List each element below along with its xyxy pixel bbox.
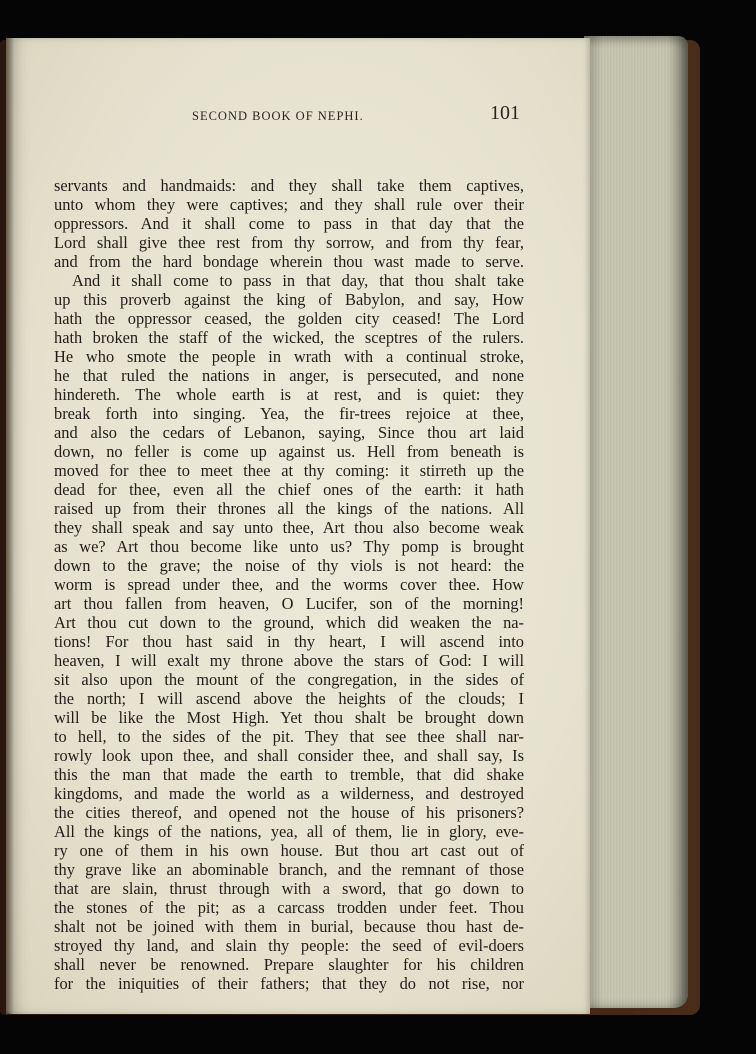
text-line: hindereth. The whole earth is at rest, and is quiet: they	[54, 385, 524, 404]
text-line: moved for thee to meet thee at thy coming: it stirreth up the	[54, 461, 524, 480]
page-gutter	[6, 38, 14, 1014]
text-line: for the iniquities of their fathers; that they do not rise, nor	[54, 974, 524, 993]
text-line: to hell, to the sides of the pit. They that see thee shall nar-	[54, 727, 524, 746]
text-line: oppressors. And it shall come to pass in that day that the	[54, 214, 524, 233]
text-line: up this proverb against the king of Babylon, and say, How	[54, 290, 524, 309]
text-line: the north; I will ascend above the heights of the clouds; I	[54, 689, 524, 708]
text-line: he that ruled the nations in anger, is persecuted, and none	[54, 366, 524, 385]
text-line: this the man that made the earth to tremble, that did shake	[54, 765, 524, 784]
text-line: will be like the Most High. Yet thou shalt be brought down	[54, 708, 524, 727]
text-line: down, no feller is come up against us. Hell from beneath is	[54, 442, 524, 461]
text-line: kingdoms, and made the world as a wilderness, and destroyed	[54, 784, 524, 803]
text-line: He who smote the people in wrath with a continual stroke,	[54, 347, 524, 366]
text-line: And it shall come to pass in that day, that thou shalt take	[72, 271, 524, 290]
text-line: break forth into singing. Yea, the fir-trees rejoice at thee,	[54, 404, 524, 423]
text-line: shalt not be joined with them in burial, because thou hast de-	[54, 917, 524, 936]
text-line: worm is spread under thee, and the worms cover thee. How	[54, 575, 524, 594]
text-line: sit also upon the mount of the congregation, in the sides of	[54, 670, 524, 689]
text-line: they shall speak and say unto thee, Art thou also become weak	[54, 518, 524, 537]
text-line: Art thou cut down to the ground, which did weaken the na-	[54, 613, 524, 632]
text-line: shall never be renowned. Prepare slaughter for his children	[54, 955, 524, 974]
body-text	[54, 176, 524, 993]
text-line: tions! For thou hast said in thy heart, I will ascend into	[54, 632, 524, 651]
page-number: 101	[490, 102, 520, 124]
text-line: Lord shall give thee rest from thy sorrow, and from thy fear,	[54, 233, 524, 252]
page-edges	[584, 36, 688, 1008]
running-head	[50, 102, 520, 130]
text-line: rowly look upon thee, and shall consider thee, and shall say, Is	[54, 746, 524, 765]
text-line: that are slain, thrust through with a sword, that go down to	[54, 879, 524, 898]
text-line: the cities thereof, and opened not the house of his prisoners?	[54, 803, 524, 822]
text-line: art thou fallen from heaven, O Lucifer, son of the morning!	[54, 594, 524, 613]
running-title: SECOND BOOK OF NEPHI.	[192, 109, 364, 123]
text-line: as we? Art thou become like unto us? Thy pomp is brought	[54, 537, 524, 556]
text-line: thy grave like an abominable branch, and the remnant of those	[54, 860, 524, 879]
text-line: hath broken the staff of the wicked, the sceptres of the rulers.	[54, 328, 524, 347]
text-line: ry one of them in his own house. But thou art cast out of	[54, 841, 524, 860]
text-line: stroyed thy land, and slain thy people: the seed of evil-doers	[54, 936, 524, 955]
text-line: the stones of the pit; as a carcass trodden under feet. Thou	[54, 898, 524, 917]
text-line: unto whom they were captives; and they shall rule over their	[54, 195, 524, 214]
text-line: heaven, I will exalt my throne above the stars of God: I will	[54, 651, 524, 670]
text-line: hath the oppressor ceased, the golden city ceased! The Lord	[54, 309, 524, 328]
text-line: All the kings of the nations, yea, all of them, lie in glory, eve-	[54, 822, 524, 841]
text-line: and from the hard bondage wherein thou wast made to serve.	[54, 252, 524, 271]
text-line: and also the cedars of Lebanon, saying, Since thou art laid	[54, 423, 524, 442]
text-line: down to the grave; the noise of thy viols is not heard: the	[54, 556, 524, 575]
text-line: dead for thee, even all the chief ones of the earth: it hath	[54, 480, 524, 499]
text-line: servants and handmaids: and they shall take them captives,	[54, 176, 524, 195]
text-line: raised up from their thrones all the kings of the nations. All	[54, 499, 524, 518]
book-page	[6, 38, 590, 1014]
